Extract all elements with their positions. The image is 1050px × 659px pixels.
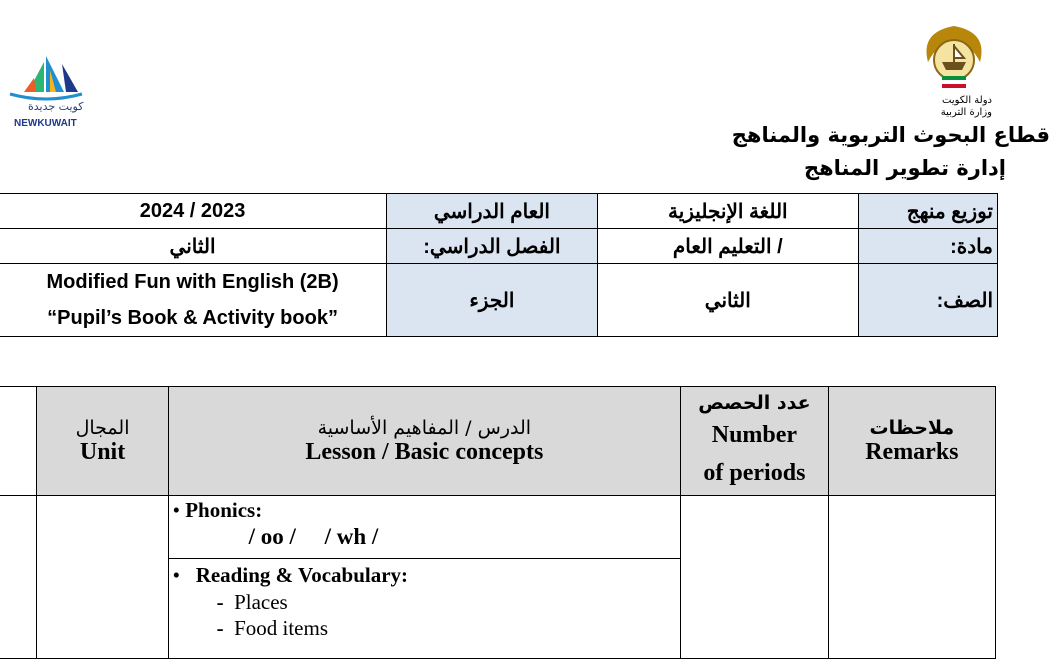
bullet-icon: •	[172, 563, 180, 587]
periods-header-en1: Number	[711, 422, 798, 448]
grade-value: الثاني	[597, 264, 858, 337]
ministry-name: وزارة التربية	[940, 107, 992, 118]
unit-header-ar: المجال	[75, 416, 130, 439]
semester-label: الفصل الدراسي:	[387, 229, 598, 264]
phonics-cell	[168, 496, 681, 559]
dash-icon: -	[216, 590, 224, 614]
bullet-icon: •	[172, 498, 180, 522]
semester-value: الثاني	[0, 229, 387, 264]
academic-year-value: 2024 / 2023	[0, 194, 387, 229]
periods-header-en2: of periods	[703, 460, 806, 486]
unit-header	[37, 387, 168, 496]
kuwait-emblem-icon	[918, 22, 990, 94]
phonics-title: Phonics:	[185, 498, 263, 522]
reading-title: Reading & Vocabulary:	[195, 563, 409, 587]
unit-cell	[37, 496, 168, 659]
remarks-cell	[828, 496, 995, 659]
lesson-header-en: Lesson / Basic concepts	[305, 438, 544, 465]
book-title-line2: “Pupil’s Book & Activity book”	[47, 307, 338, 329]
list-item	[173, 589, 681, 615]
state-name: دولة الكويت	[942, 95, 992, 106]
unit-header-en: Unit	[79, 438, 126, 465]
blank-header	[0, 387, 37, 496]
remarks-header-ar: ملاحظات	[869, 416, 955, 439]
periods-header-ar: عدد الحصص	[698, 392, 811, 414]
dash-icon: -	[216, 616, 224, 640]
reading-cell	[168, 559, 681, 659]
curriculum-table	[0, 386, 996, 659]
periods-cell	[681, 496, 829, 659]
distribution-label: توزيع منهج	[858, 194, 997, 229]
logo-english-text: NEWKUWAIT	[14, 118, 77, 129]
logo-arabic-text: كويت جديدة	[28, 100, 84, 113]
subject-value: اللغة الإنجليزية	[597, 194, 858, 229]
subject-label: مادة:	[858, 229, 997, 264]
remarks-header	[828, 387, 995, 496]
book-title	[0, 264, 387, 337]
department-title: إدارة تطوير المناهج	[803, 156, 1006, 180]
list-item	[173, 615, 681, 641]
subject-value-2: / التعليم العام	[597, 229, 858, 264]
new-kuwait-emblem-icon	[6, 52, 86, 102]
periods-header	[681, 387, 829, 496]
new-kuwait-logo	[6, 52, 86, 132]
book-title-line1: Modified Fun with English (2B)	[46, 271, 339, 293]
lesson-header-ar: الدرس / المفاهيم الأساسية	[317, 416, 532, 439]
row-blank-cell	[0, 496, 37, 659]
remarks-header-en: Remarks	[865, 438, 959, 465]
phonics-sounds: / oo / / wh /	[248, 524, 379, 549]
info-table	[0, 193, 998, 337]
sector-title: قطاع البحوث التربوية والمناهج	[731, 123, 1050, 147]
grade-label: الصف:	[858, 264, 997, 337]
academic-year-label: العام الدراسي	[387, 194, 598, 229]
part-label: الجزء	[387, 264, 598, 337]
lesson-header	[168, 387, 681, 496]
reading-item-food: Food items	[234, 616, 329, 640]
reading-item-places: Places	[234, 590, 288, 614]
